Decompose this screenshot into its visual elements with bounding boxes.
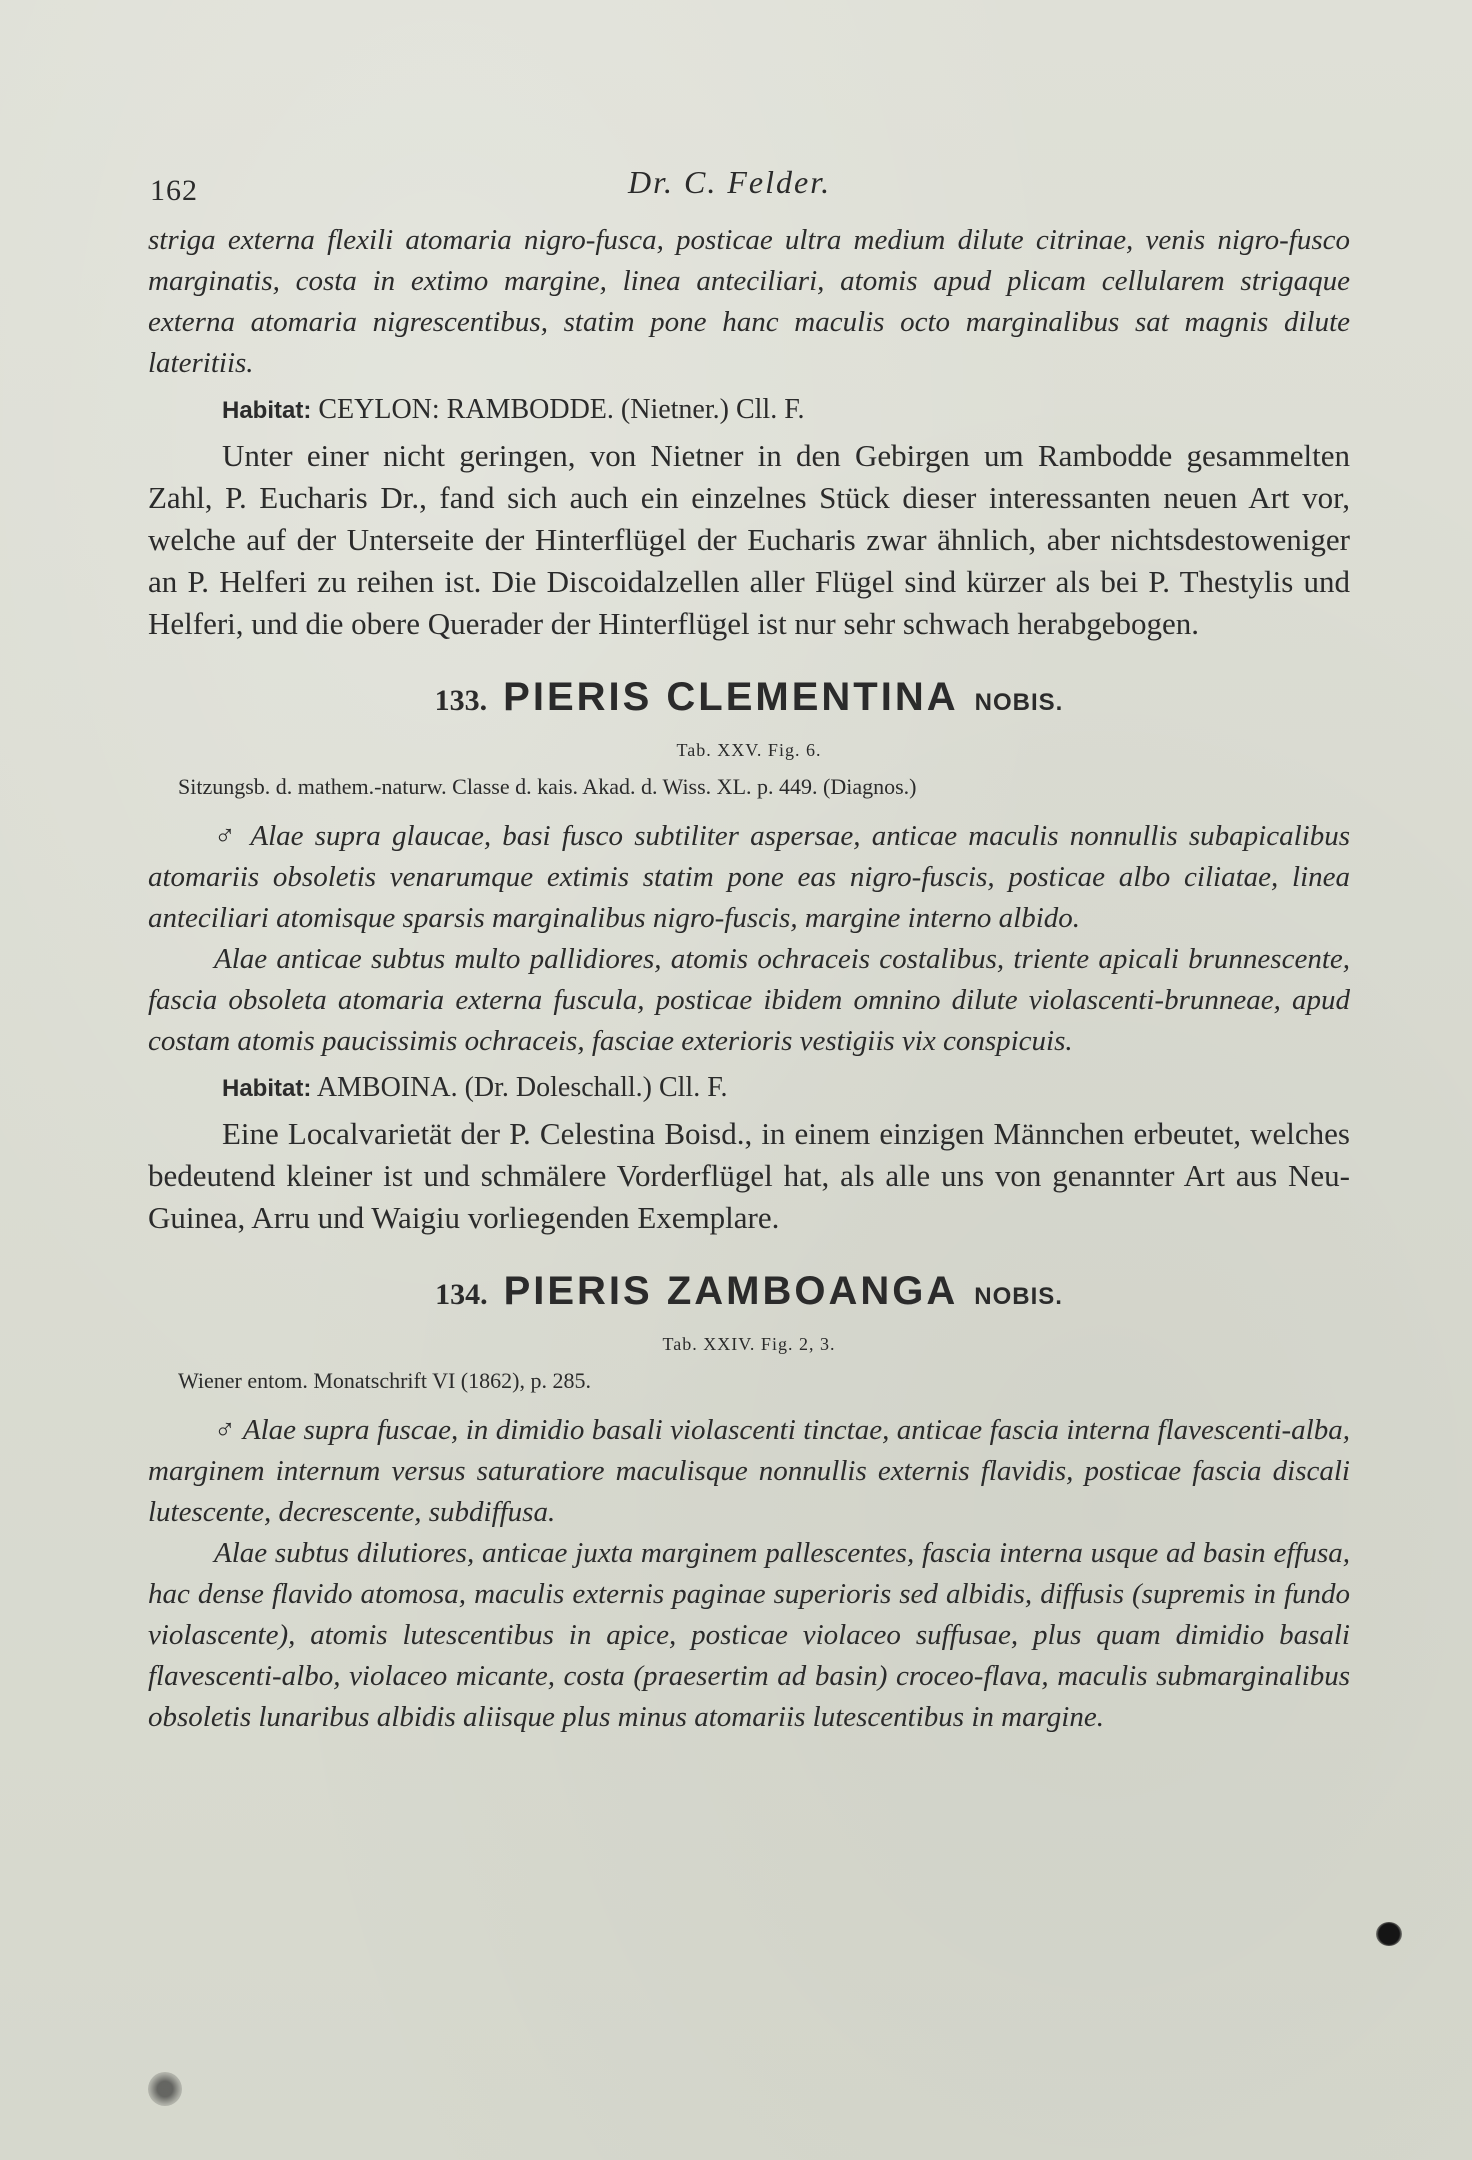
- citation-134: Wiener entom. Monatschrift VI (1862), p. 285.: [178, 1368, 591, 1393]
- underside-description-133: Alae anticae subtus multo pallidiores, atomis ochraceis costalibus, triente apicali brunnescente, fascia obsoleta atomaria externa fuscula, posticae ibidem omnino dilute violascenti-brunneae, apud costam atomis paucissimis ochraceis, fasciae exterioris vestigiis vix conspicuis.: [148, 943, 1350, 1057]
- species-name: PIERIS CLEMENTINA: [503, 675, 959, 719]
- habitat-label: Habitat:: [222, 1075, 312, 1102]
- citation-133: Sitzungsb. d. mathem.-naturw. Classe d. kais. Akad. d. Wiss. XL. p. 449. (Diagnos.): [178, 774, 917, 799]
- upperside-description-134: ♂ Alae supra fuscae, in dimidio basali violascenti tinctae, anticae fascia interna flavescenti-alba, marginem internum versus saturatiore maculisque nonnullis externis flavidis, posticae fascia discali lutescente, decrescente, subdiffusa.: [148, 1414, 1350, 1528]
- species-name: PIERIS ZAMBOANGA: [503, 1269, 959, 1313]
- species-author: NOBIS.: [974, 689, 1064, 716]
- page-number: 162: [150, 174, 198, 207]
- species-number: 134.: [435, 1278, 488, 1311]
- continued-german-note: Unter einer nicht geringen, von Nietner in den Gebirgen um Rambodde gesammelten Zahl, P. Eucharis Dr., fand sich auch ein einzelnes Stück dieser interessanten neuen Art vor, welche auf der Unterseite der Hinterflügel der Eucharis zwar ähnlich, aber nichtsdestoweniger an P. Helferi zu reihen ist. Die Discoidalzellen aller Flügel sind kürzer als bei P. Thestylis und Helferi, und die obere Querader der Hinterflügel ist nur sehr schwach herabgebogen.: [148, 438, 1350, 641]
- habitat-line-133: [222, 1068, 1350, 1109]
- running-head: Dr. C. Felder.: [628, 164, 832, 200]
- habitat-text: CEYLON: RAMBODDE. (Nietner.) Cll. F.: [318, 394, 805, 425]
- german-note-133: Eine Localvarietät der P. Celestina Boisd., in einem einzigen Männchen erbeutet, welches bedeutend kleiner ist und schmälere Vorderflügel hat, als alle uns von genannter Art aus Neu-Guinea, Arru und Waigiu vorliegenden Exemplare.: [148, 1116, 1350, 1235]
- upperside-description-133: ♂ Alae supra glaucae, basi fusco subtiliter aspersae, anticae maculis nonnullis subapicalibus atomariis obsoletis venarumque extimis statim pone eas nigro-fuscis, posticae albo ciliatae, linea anteciliari atomisque sparsis marginalibus nigro-fuscis, margine interno albido.: [148, 820, 1350, 934]
- habitat-label: Habitat:: [222, 397, 312, 424]
- plate-reference-134: Tab. XXIV. Fig. 2, 3.: [662, 1334, 836, 1354]
- species-heading-134: [148, 1263, 1350, 1328]
- ink-spot: [1376, 1922, 1402, 1946]
- underside-description-134: Alae subtus dilutiores, anticae juxta marginem pallescentes, fascia interna usque ad basin effusa, hac dense flavido atomosa, maculis externis paginae superioris sed albidis, diffusis (supremis in fundo violascente), atomis lutescentibus in apice, posticae violaceo suffusae, plus quam dimidio basali flavescenti-albo, violaceo micante, costa (praesertim ad basin) croceo-flava, maculis submarginalibus obsoletis lunaribus albidis aliisque plus minus atomariis lutescentibus in margine.: [148, 1537, 1350, 1733]
- habitat-line-continued: [222, 390, 1350, 431]
- ink-spot: [148, 2072, 182, 2106]
- plate-reference-133: Tab. XXV. Fig. 6.: [676, 740, 822, 760]
- page-content: [148, 160, 1350, 1738]
- species-heading-133: [148, 669, 1350, 734]
- species-author: NOBIS.: [974, 1283, 1063, 1310]
- species-number: 133.: [434, 684, 488, 717]
- page-header: [148, 160, 1350, 212]
- continued-latin-description: striga externa flexili atomaria nigro-fusca, posticae ultra medium dilute citrinae, venis nigro-fusco marginatis, costa in extimo margine, linea anteciliari, atomis apud plicam cellularem strigaque externa atomaria nigrescentibus, statim pone hanc maculis octo marginalibus sat magnis dilute lateritiis.: [148, 224, 1350, 379]
- habitat-text: AMBOINA. (Dr. Doleschall.) Cll. F.: [316, 1072, 728, 1103]
